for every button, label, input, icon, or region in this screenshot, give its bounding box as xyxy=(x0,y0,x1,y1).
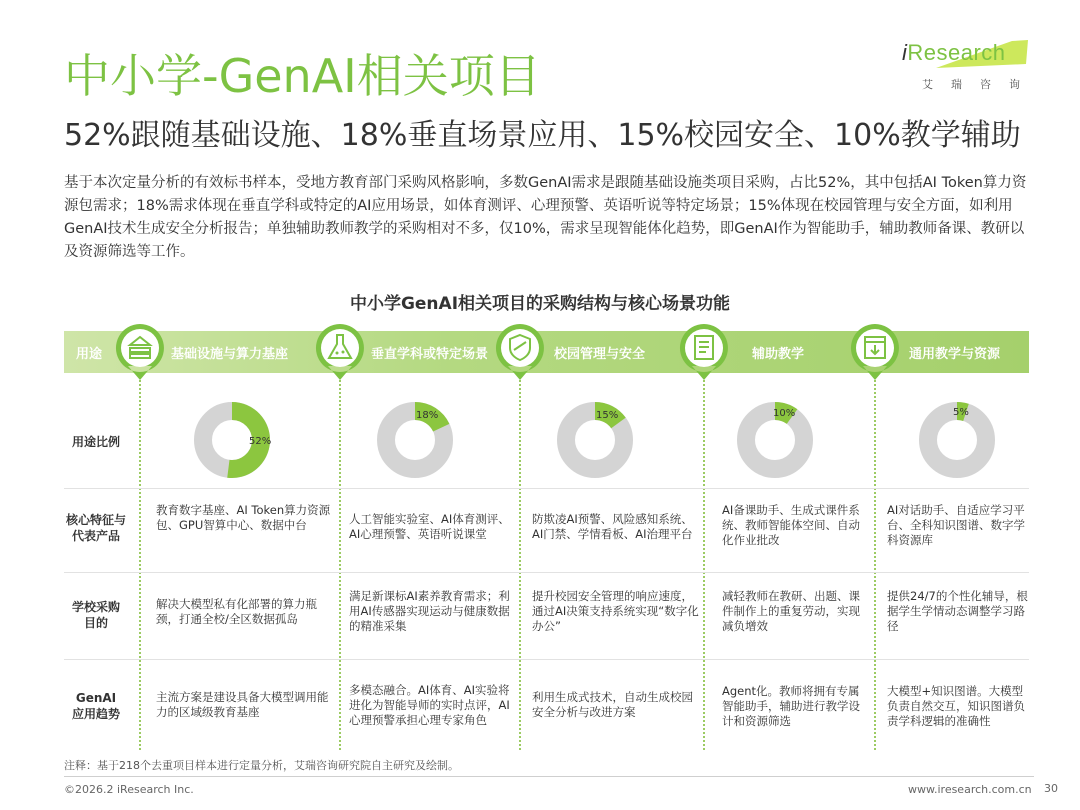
row-label-ratio: 用途比例 xyxy=(71,435,120,449)
purpose-cell-5: 提供24/7的个性化辅导，根据学生学情动态调整学习路径 xyxy=(887,589,1028,633)
features-cell-5: AI对话助手、自适应学习平台、全科知识图谱、数字学科资源库 xyxy=(887,503,1025,547)
purpose-cell-4: 减轻教师在教研、出题、课件制作上的重复劳动，实现减负增效 xyxy=(722,589,860,633)
shield-icon xyxy=(494,322,546,374)
donut-label-4: 10% xyxy=(773,408,796,419)
band-category-3: 校园管理与安全 xyxy=(554,347,646,362)
iresearch-logo xyxy=(902,38,1042,98)
purpose-cell-2: 满足新课标AI素养教育需求；利用AI传感器实现运动与健康数据的精准采集 xyxy=(349,589,510,633)
donut-label-5: 5% xyxy=(953,407,969,418)
features-cell-1: 教育数字基座、AI Token算力资源包、GPU智算中心、数据中台 xyxy=(156,503,331,532)
page-subtitle: 52%跟随基础设施、18%垂直场景应用、15%校园安全、10%教学辅助 xyxy=(64,118,1021,153)
row-separator xyxy=(64,488,1029,489)
page-title: 中小学-GenAI相关项目 xyxy=(64,49,541,103)
chart-title: 中小学GenAI相关项目的采购结构与核心场景功能 xyxy=(349,294,731,314)
column-divider xyxy=(339,380,341,750)
donut-label-1: 52% xyxy=(249,436,272,447)
trend-cell-3: 利用生成式技术，自动生成校园安全分析与改进方案 xyxy=(532,690,693,719)
trend-cell-2: 多模态融合。AI体育、AI实验将进化为智能导师的实时点评，AI心理预警承担心理专家角色 xyxy=(349,683,510,727)
band-category-2: 垂直学科或特定场景 xyxy=(371,347,489,362)
trend-cell-1: 主流方案是建设具备大模型调用能力的区域级教育基座 xyxy=(156,690,329,719)
row-separator xyxy=(64,659,1029,660)
copyright-text: ©2026.2 iResearch Inc. xyxy=(64,783,194,796)
column-divider xyxy=(874,380,876,750)
flask-icon xyxy=(314,322,366,374)
column-divider xyxy=(139,380,141,750)
column-divider xyxy=(703,380,705,750)
row-label-trend: GenAI 应用趋势 xyxy=(71,691,120,721)
footnote: 注释：基于218个去重项目样本进行定量分析，艾瑞咨询研究院自主研究及绘制。 xyxy=(64,759,459,772)
band-category-1: 基础设施与算力基座 xyxy=(171,347,289,362)
footer-divider xyxy=(64,776,1034,777)
band-category-4: 辅助教学 xyxy=(752,347,805,362)
monitor-download-icon xyxy=(849,322,901,374)
band-category-5: 通用教学与资源 xyxy=(909,347,1001,362)
features-cell-3: 防欺凌AI预警、风险感知系统、AI门禁、学情看板、AI治理平台 xyxy=(532,512,693,541)
donut-label-3: 15% xyxy=(596,410,619,421)
column-divider xyxy=(519,380,521,750)
document-icon xyxy=(678,322,730,374)
page-number: 30 xyxy=(1044,782,1058,795)
website-link[interactable]: www.iresearch.com.cn xyxy=(908,783,1032,796)
donut-chart-2 xyxy=(375,400,455,480)
band-label-usage: 用途 xyxy=(76,347,103,362)
donut-label-2: 18% xyxy=(416,410,439,421)
trend-cell-5: 大模型+知识图谱。大模型负责自然交互，知识图谱负责学科逻辑的准确性 xyxy=(887,684,1025,728)
intro-paragraph: 基于本次定量分析的有效标书样本，受地方教育部门采购风格影响，多数GenAI需求是跟随基础设施类项目采购，占比52%，其中包括AI Token算力资源包需求；18%需求体现在垂直学科或特定的AI应用场景，如体育测评、心理预警、英语听说等特定场景；15%体现在校园管理与安全方面，如利用GenAI技术生成安全分析报告；单独辅助教师教学的采购相对不多，仅10%，需求呈现智能体化趋势，即GenAI作为智能助手，辅助教师备课、教研以及资源筛选等工作。 xyxy=(64,175,1027,260)
row-separator xyxy=(64,572,1029,573)
server-stack-icon xyxy=(114,322,166,374)
features-cell-2: 人工智能实验室、AI体育测评、AI心理预警、英语听说课堂 xyxy=(349,512,510,541)
logo-chinese-name: 艾瑞咨询 xyxy=(922,78,1038,91)
features-cell-4: AI备课助手、生成式课件系统、教师智能体空间、自动化作业批改 xyxy=(722,503,860,547)
row-label-purpose: 学校采购 目的 xyxy=(71,600,120,630)
trend-cell-4: Agent化。教师将拥有专属智能助手，辅助进行教学设计和资源筛选 xyxy=(722,684,860,728)
donut-chart-3 xyxy=(555,400,635,480)
purpose-cell-3: 提升校园安全管理的响应速度，通过AI决策支持系统实现“数字化办公” xyxy=(532,589,699,633)
purpose-cell-1: 解决大模型私有化部署的算力瓶颈，打通全校/全区数据孤岛 xyxy=(156,597,317,626)
logo-wordmark: iResearch xyxy=(902,40,1006,65)
row-label-features: 核心特征与 代表产品 xyxy=(65,513,126,543)
